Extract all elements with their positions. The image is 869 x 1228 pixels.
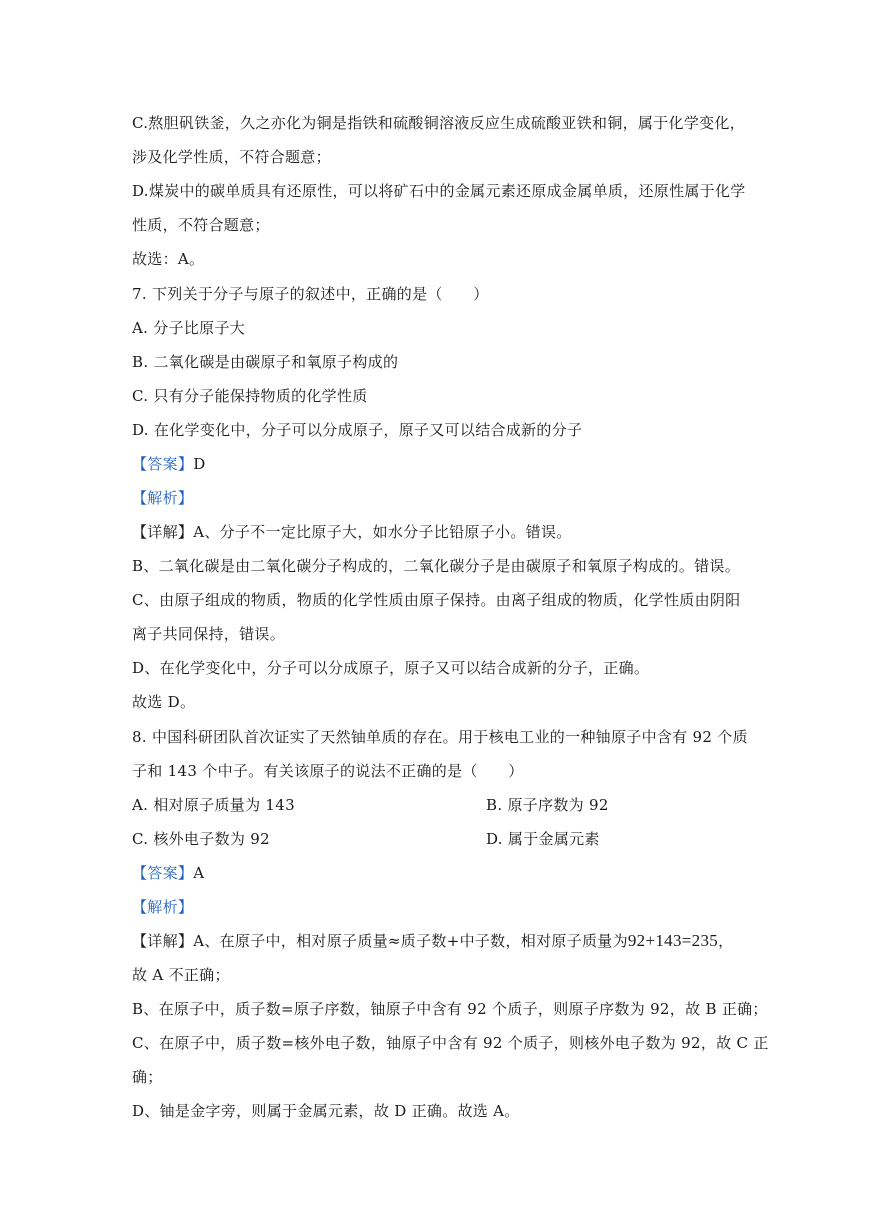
q6-option-d-explanation-line2: 性质，不符合题意； <box>132 216 270 234</box>
q8-option-d: D. 属于金属元素 <box>486 830 600 848</box>
q6-option-c-explanation-line2: 涉及化学性质，不符合题意； <box>132 148 331 166</box>
q7-analysis-tag: 【解析】 <box>132 489 194 507</box>
q6-option-d-explanation-line1: D.煤炭中的碳单质具有还原性，可以将矿石中的金属元素还原成金属单质，还原性属于化学 <box>132 182 746 200</box>
q7-detail-a <box>132 521 572 543</box>
detail-punct: ， <box>718 932 734 950</box>
q7-option-a: A. 分子比原子大 <box>132 319 246 337</box>
detail-text: A、在原子中，相对原子质量≈质子数+中子数，相对原子质量为 <box>193 932 628 950</box>
q7-detail-d: D、在化学变化中，分子可以分成原子，原子又可以结合成新的分子，正确。 <box>132 659 650 677</box>
q8-detail-a-line1 <box>132 930 733 952</box>
q8-detail-b: B、在原子中，质子数=原子序数，铀原子中含有 92 个质子，则原子序数为 92，故 B 正确； <box>132 1000 768 1018</box>
q7-option-d: D. 在化学变化中，分子可以分成原子，原子又可以结合成新的分子 <box>132 421 583 439</box>
answer-value: A <box>193 864 205 882</box>
q6-option-c-explanation-line1: C.熬胆矾铁釜，久之亦化为铜是指铁和硫酸铜溶液反应生成硫酸亚铁和铜，属于化学变化， <box>132 114 746 132</box>
q8-option-b: B. 原子序数为 92 <box>486 796 609 814</box>
q8-detail-c-line1: C、在原子中，质子数=核外电子数，铀原子中含有 92 个质子，则核外电子数为 92，故 C 正 <box>132 1034 769 1052</box>
q7-option-c: C. 只有分子能保持物质的化学性质 <box>132 387 368 405</box>
q8-detail-a-line2: 故 A 不正确； <box>132 966 230 984</box>
answer-tag: 【答案】 <box>132 455 194 473</box>
q7-conclusion: 故选 D。 <box>132 693 196 711</box>
q8-option-c: C. 核外电子数为 92 <box>132 830 270 848</box>
q7-detail-b: B、二氧化碳是由二氧化碳分子构成的，二氧化碳分子是由碳原子和氧原子构成的。错误。 <box>132 557 741 575</box>
q8-detail-c-line2: 确； <box>132 1068 163 1086</box>
q7-option-b: B. 二氧化碳是由碳原子和氧原子构成的 <box>132 353 399 371</box>
q7-answer <box>132 453 206 475</box>
mass-formula: 92+143=235 <box>627 931 719 950</box>
q8-stem-line2: 子和 143 个中子。有关该原子的说法不正确的是（ ） <box>132 762 524 780</box>
q7-detail-c-line2: 离子共同保持，错误。 <box>132 625 286 643</box>
answer-value: D <box>193 455 206 473</box>
q6-conclusion: 故选：A。 <box>132 250 205 268</box>
detail-tag: 【详解】 <box>132 932 194 950</box>
detail-text: A、分子不一定比原子大，如水分子比铅原子小。错误。 <box>193 523 572 541</box>
detail-tag: 【详解】 <box>132 523 194 541</box>
answer-tag: 【答案】 <box>132 864 194 882</box>
q8-stem-line1: 8. 中国科研团队首次证实了天然铀单质的存在。用于核电工业的一种铀原子中含有 92 个质 <box>132 728 748 746</box>
q7-detail-c-line1: C、由原子组成的物质，物质的化学性质由原子保持。由离子组成的物质，化学性质由阴阳 <box>132 591 741 609</box>
q8-analysis-tag: 【解析】 <box>132 898 194 916</box>
q7-stem: 7. 下列关于分子与原子的叙述中，正确的是（ ） <box>132 285 489 303</box>
q8-answer <box>132 862 204 884</box>
q8-option-a: A. 相对原子质量为 143 <box>132 796 295 814</box>
q8-detail-d: D、铀是金字旁，则属于金属元素，故 D 正确。故选 A。 <box>132 1102 520 1120</box>
